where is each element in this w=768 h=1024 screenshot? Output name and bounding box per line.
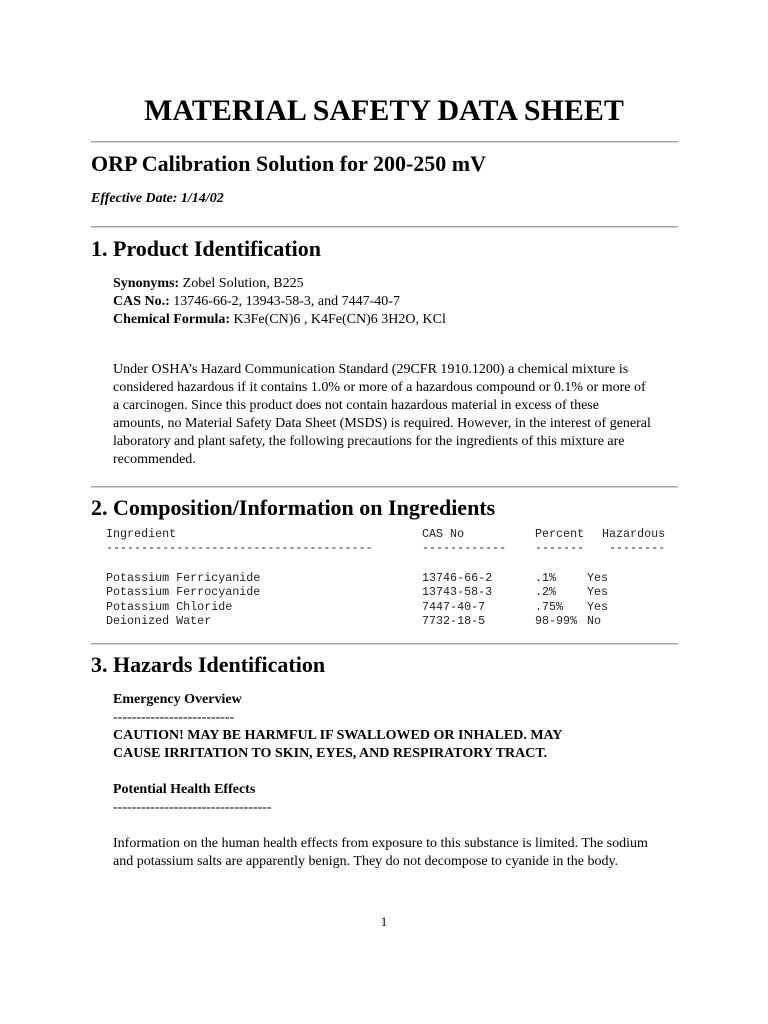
field-value: Zobel Solution, B225 <box>179 276 304 291</box>
column-underline: ------------ <box>422 541 507 555</box>
column-underline: -------- <box>609 541 666 555</box>
cell-percent: .2% <box>535 585 557 599</box>
section-heading-product-identification: 1. Product Identification <box>91 236 321 261</box>
cell-ingredient: Potassium Ferrocyanide <box>106 585 261 599</box>
field-label: Synonyms: <box>113 276 180 291</box>
cell-ingredient: Potassium Chloride <box>106 600 233 614</box>
divider <box>91 226 678 228</box>
column-header-cas: CAS No <box>422 527 465 541</box>
field-value: K3Fe(CN)6 , K4Fe(CN)6 3H2O, KCl <box>230 312 446 327</box>
osha-paragraph: Under OSHA’s Hazard Communication Standard (29CFR 1910.1200) a chemical mixture is considered hazardous if it contains 1.0% or more of a hazardous compound or 0.1% or more of a carcinogen. Since this product does not contain hazardous material in excess of these amounts, no Material Safety Data Sheet (MSDS) is required. However, in the interest of general laboratory and plant safety, the following precautions for the ingredients of this mixture are recommended. <box>113 362 651 467</box>
column-header-hazardous: Hazardous <box>602 527 666 541</box>
product-name: ORP Calibration Solution for 200-250 mV <box>91 151 487 176</box>
caution-line: CAUTION! MAY BE HARMFUL IF SWALLOWED OR INHALED. MAY <box>113 728 563 743</box>
emergency-overview-heading: Emergency Overview <box>113 692 242 707</box>
health-effects-dashes: ---------------------------------- <box>113 800 272 815</box>
effective-date: Effective Date: 1/14/02 <box>91 191 224 206</box>
document-title: MATERIAL SAFETY DATA SHEET <box>144 94 624 127</box>
field-label: CAS No.: <box>113 294 170 309</box>
cell-percent: 98-99% <box>535 614 578 628</box>
caution-line: CAUSE IRRITATION TO SKIN, EYES, AND RESPIRATORY TRACT. <box>113 746 548 761</box>
divider <box>91 141 678 143</box>
synonyms-field <box>113 275 304 293</box>
page-number: 1 <box>380 914 388 929</box>
cell-percent: .75% <box>535 600 564 614</box>
cell-hazardous: Yes <box>587 585 609 599</box>
field-label: Chemical Formula: <box>113 312 231 327</box>
section-heading-composition: 2. Composition/Information on Ingredients <box>91 495 496 520</box>
column-underline: ------- <box>535 541 585 555</box>
cell-ingredient: Deionized Water <box>106 614 212 628</box>
cell-percent: .1% <box>535 571 557 585</box>
divider <box>91 486 678 488</box>
health-effects-paragraph: Information on the human health effects from exposure to this substance is limited. The sodium and potassium salts are apparently benign. They do not decompose to cyanide in the body. <box>113 836 648 869</box>
cas-field <box>113 293 400 311</box>
cell-cas: 7447-40-7 <box>422 600 486 614</box>
column-underline: -------------------------------------- <box>106 541 373 555</box>
cell-hazardous: Yes <box>587 571 609 585</box>
emergency-overview-dashes: -------------------------- <box>113 710 235 725</box>
cell-hazardous: Yes <box>587 600 609 614</box>
cell-cas: 13743-58-3 <box>422 585 493 599</box>
chemical-formula-field <box>113 311 446 329</box>
cell-ingredient: Potassium Ferricyanide <box>106 571 261 585</box>
cell-cas: 7732-18-5 <box>422 614 486 628</box>
health-effects-heading: Potential Health Effects <box>113 782 256 797</box>
field-value: 13746-66-2, 13943-58-3, and 7447-40-7 <box>169 294 400 309</box>
section-heading-hazards: 3. Hazards Identification <box>91 652 326 677</box>
divider <box>91 643 678 645</box>
cell-hazardous: No <box>587 614 602 628</box>
column-header-ingredient: Ingredient <box>106 527 177 541</box>
cell-cas: 13746-66-2 <box>422 571 493 585</box>
column-header-percent: Percent <box>535 527 585 541</box>
